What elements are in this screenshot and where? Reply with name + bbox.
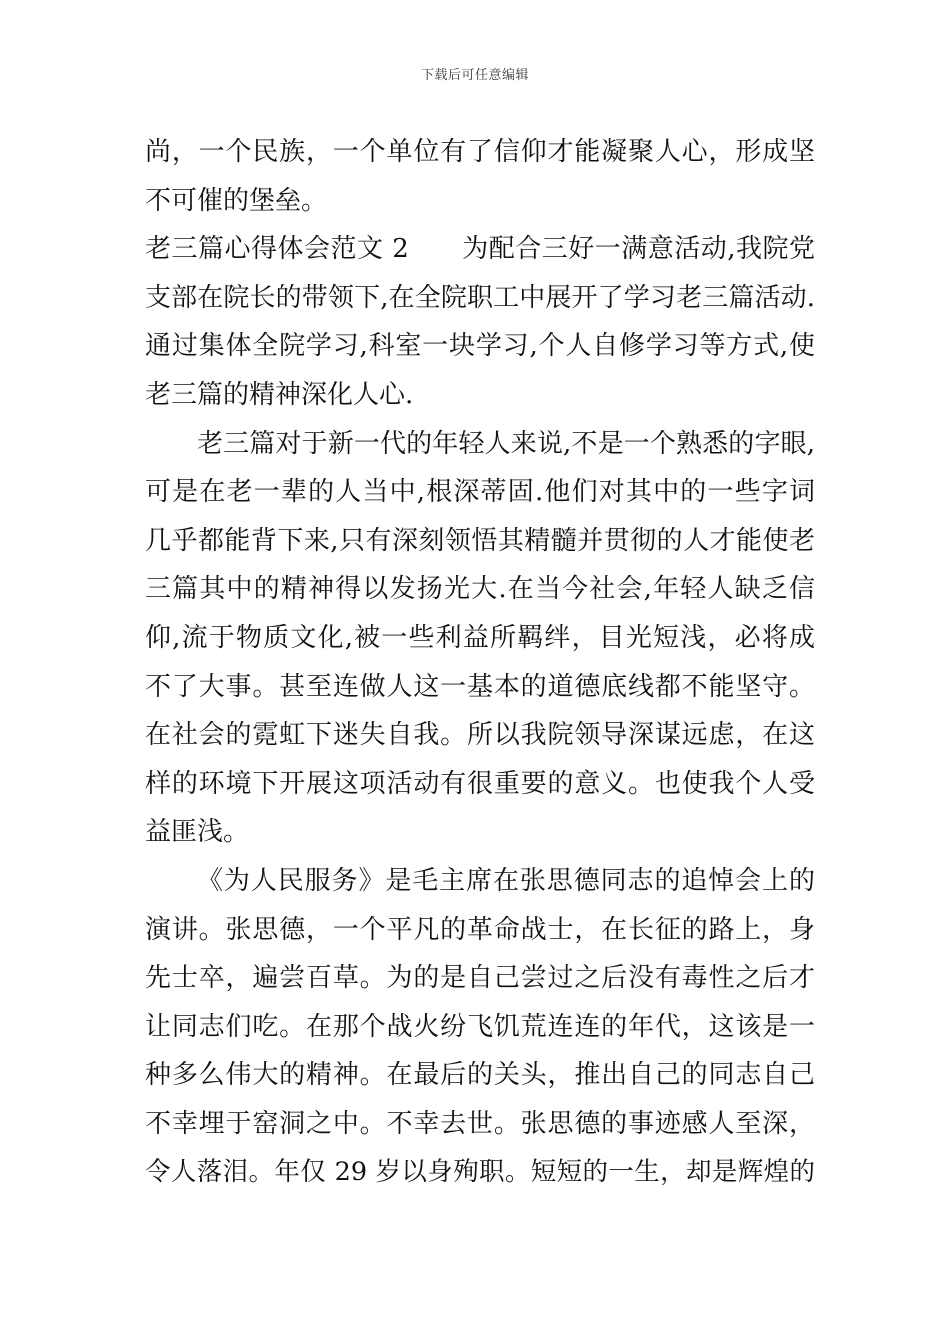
- body-line: 不幸埋于窑洞之中。不幸去世。张思德的事迹感人至深，: [145, 1108, 815, 1139]
- body-line: 演讲。张思德，一个平凡的革命战士，在长征的路上，身: [145, 914, 815, 945]
- body-line: 三篇其中的精神得以发扬光大.在当今社会,年轻人缺乏信: [145, 574, 815, 605]
- body-line: 通过集体全院学习,科室一块学习,个人自修学习等方式,使: [145, 331, 815, 362]
- body-line: 在社会的霓虹下迷失自我。所以我院领导深谋远虑，在这: [145, 720, 815, 751]
- body-line: 令人落泪。年仅 29 岁以身殉职。短短的一生，却是辉煌的: [145, 1157, 815, 1188]
- body-line: 仰,流于物质文化,被一些利益所羁绊，目光短浅，必将成: [145, 622, 815, 653]
- body-line: 老三篇的精神深化人心.: [145, 379, 414, 410]
- body-line: 可是在老一辈的人当中,根深蒂固.他们对其中的一些字词: [145, 477, 815, 508]
- body-line: 尚，一个民族，一个单位有了信仰才能凝聚人心，形成坚: [145, 137, 815, 167]
- document-body: [145, 128, 815, 1197]
- body-line: 样的环境下开展这项活动有很重要的意义。也使我个人受: [145, 768, 815, 799]
- body-line: 支部在院长的带领下,在全院职工中展开了学习老三篇活动.: [145, 282, 815, 313]
- body-line: 几乎都能背下来,只有深刻领悟其精髓并贯彻的人才能使老: [145, 525, 815, 556]
- body-line: 老三篇心得体会范文 2 为配合三好一满意活动,我院党: [145, 234, 815, 265]
- body-line: 益匪浅。: [145, 817, 250, 848]
- body-line: 不可催的堡垒。: [145, 185, 328, 216]
- body-line: 不了大事。甚至连做人这一基本的道德底线都不能坚守。: [145, 671, 815, 702]
- body-line: 先士卒，遍尝百草。为的是自己尝过之后没有毒性之后才: [145, 963, 815, 994]
- body-line: 种多么伟大的精神。在最后的关头，推出自己的同志自己: [145, 1060, 815, 1091]
- page-header: 下载后可任意编辑: [420, 68, 529, 83]
- body-line: 老三篇对于新一代的年轻人来说,不是一个熟悉的字眼,: [197, 428, 815, 459]
- body-line: 让同志们吃。在那个战火纷飞饥荒连连的年代，这该是一: [145, 1011, 815, 1042]
- body-line: 《为人民服务》是毛主席在张思德同志的追悼会上的: [197, 865, 815, 896]
